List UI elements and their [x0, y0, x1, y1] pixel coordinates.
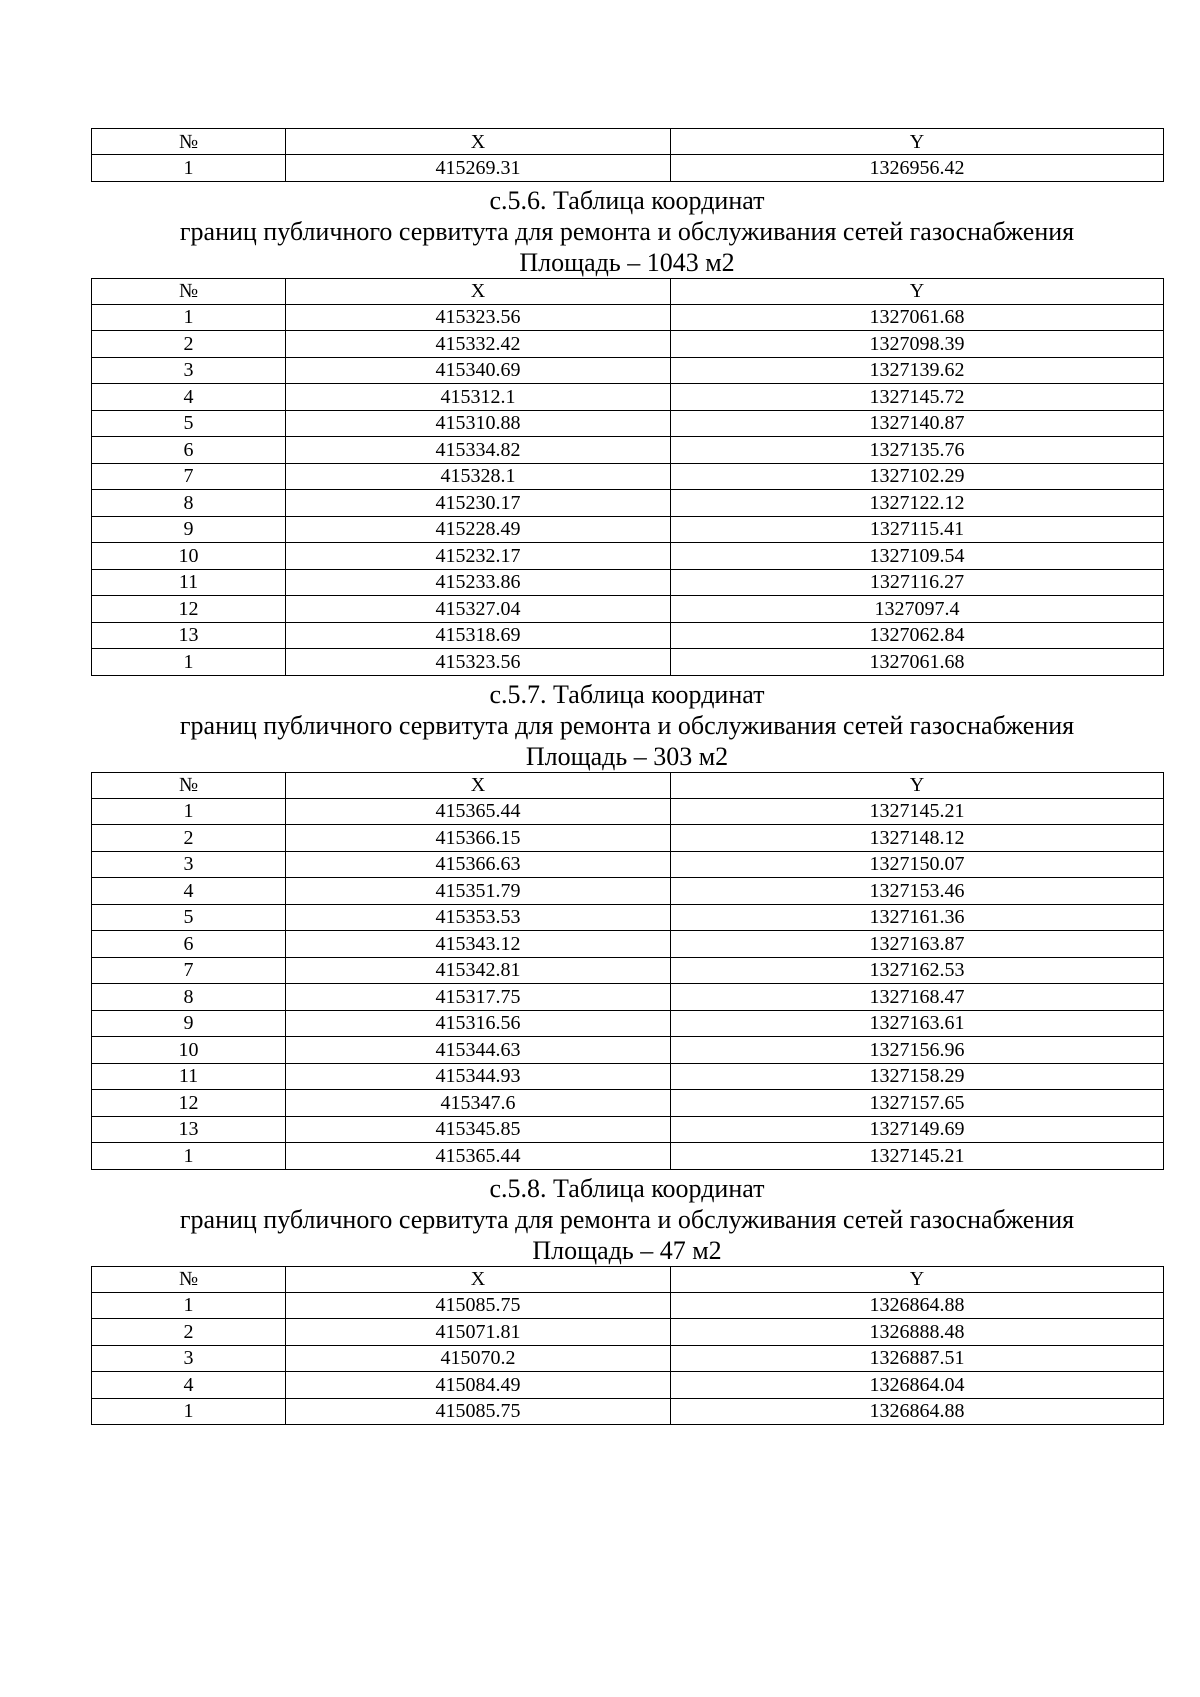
coordinate-x: 415347.6 — [286, 1090, 671, 1117]
table-row — [92, 1063, 1164, 1090]
coordinate-x: 415312.1 — [286, 384, 671, 411]
coordinate-x: 415327.04 — [286, 596, 671, 623]
coordinates-table-continued — [91, 128, 1164, 182]
table-row — [92, 357, 1164, 384]
table-row — [92, 1116, 1164, 1143]
coordinate-x: 415318.69 — [286, 622, 671, 649]
point-number: 7 — [92, 957, 286, 984]
point-number: 1 — [92, 798, 286, 825]
coordinate-y: 1327145.21 — [671, 1143, 1164, 1170]
coordinate-y: 1327139.62 — [671, 357, 1164, 384]
table-row — [92, 596, 1164, 623]
sections-container — [91, 182, 1163, 1426]
coordinate-y: 1327061.68 — [671, 304, 1164, 331]
coordinate-x: 415085.75 — [286, 1398, 671, 1425]
coordinate-x: 415310.88 — [286, 410, 671, 437]
section-heading — [91, 676, 1163, 772]
column-header-x: X — [286, 278, 671, 304]
column-header-y: Y — [671, 278, 1164, 304]
point-number: 2 — [92, 1319, 286, 1346]
table-row — [92, 1398, 1164, 1425]
coordinate-y: 1327098.39 — [671, 331, 1164, 358]
coordinate-x: 415332.42 — [286, 331, 671, 358]
table-row — [92, 878, 1164, 905]
table-header-row — [92, 1266, 1164, 1292]
table-row — [92, 957, 1164, 984]
column-header-y: Y — [671, 772, 1164, 798]
table-header-row — [92, 772, 1164, 798]
table-header-row — [92, 129, 1164, 155]
table-header-row — [92, 278, 1164, 304]
coordinate-y: 1327149.69 — [671, 1116, 1164, 1143]
coordinate-y: 1327150.07 — [671, 851, 1164, 878]
table-row — [92, 931, 1164, 958]
coordinate-y: 1326864.04 — [671, 1372, 1164, 1399]
coordinate-x: 415084.49 — [286, 1372, 671, 1399]
coordinate-y: 1327061.68 — [671, 649, 1164, 676]
column-header-y: Y — [671, 129, 1164, 155]
point-number: 13 — [92, 622, 286, 649]
point-number: 12 — [92, 1090, 286, 1117]
coordinate-y: 1327162.53 — [671, 957, 1164, 984]
table-row — [92, 1319, 1164, 1346]
point-number: 6 — [92, 437, 286, 464]
point-number: 2 — [92, 825, 286, 852]
coordinate-x: 415343.12 — [286, 931, 671, 958]
coordinate-x: 415328.1 — [286, 463, 671, 490]
coordinate-x: 415228.49 — [286, 516, 671, 543]
coordinate-x: 415342.81 — [286, 957, 671, 984]
coordinate-x: 415070.2 — [286, 1345, 671, 1372]
coordinate-x: 415085.75 — [286, 1292, 671, 1319]
coordinate-y: 1327102.29 — [671, 463, 1164, 490]
coordinate-y: 1326888.48 — [671, 1319, 1164, 1346]
table-row — [92, 490, 1164, 517]
point-number: 13 — [92, 1116, 286, 1143]
column-header-number: № — [92, 772, 286, 798]
table-row — [92, 1292, 1164, 1319]
coordinate-y: 1327161.36 — [671, 904, 1164, 931]
point-number: 1 — [92, 1398, 286, 1425]
section-title: с.5.8. Таблица координат — [489, 1173, 765, 1203]
column-header-x: X — [286, 129, 671, 155]
point-number: 11 — [92, 1063, 286, 1090]
coordinate-y: 1327135.76 — [671, 437, 1164, 464]
column-header-y: Y — [671, 1266, 1164, 1292]
point-number: 4 — [92, 1372, 286, 1399]
coordinate-x: 415365.44 — [286, 1143, 671, 1170]
point-number: 9 — [92, 516, 286, 543]
point-number: 4 — [92, 878, 286, 905]
point-number: 10 — [92, 543, 286, 570]
table-row — [92, 622, 1164, 649]
point-number: 8 — [92, 984, 286, 1011]
column-header-x: X — [286, 772, 671, 798]
coordinate-y: 1327097.4 — [671, 596, 1164, 623]
coordinates-table — [91, 772, 1164, 1170]
coordinate-x: 415316.56 — [286, 1010, 671, 1037]
table-row — [92, 1372, 1164, 1399]
column-header-x: X — [286, 1266, 671, 1292]
point-number: 1 — [92, 304, 286, 331]
point-number: 5 — [92, 904, 286, 931]
coordinate-y: 1327168.47 — [671, 984, 1164, 1011]
section-area: Площадь – 303 м2 — [525, 741, 729, 771]
coordinate-y: 1327158.29 — [671, 1063, 1164, 1090]
coordinate-x: 415232.17 — [286, 543, 671, 570]
table-row — [92, 825, 1164, 852]
table-row — [92, 155, 1164, 182]
coordinate-y: 1327145.21 — [671, 798, 1164, 825]
section-area: Площадь – 47 м2 — [532, 1235, 722, 1265]
table-row — [92, 331, 1164, 358]
coordinate-x: 415366.15 — [286, 825, 671, 852]
table-row — [92, 384, 1164, 411]
column-header-number: № — [92, 1266, 286, 1292]
coordinate-x: 415344.63 — [286, 1037, 671, 1064]
point-number: 10 — [92, 1037, 286, 1064]
coordinate-y: 1327163.61 — [671, 1010, 1164, 1037]
table-row — [92, 1010, 1164, 1037]
coordinate-y: 1327163.87 — [671, 931, 1164, 958]
section-title: с.5.6. Таблица координат — [489, 185, 765, 215]
coordinate-x: 415340.69 — [286, 357, 671, 384]
coordinate-x: 415334.82 — [286, 437, 671, 464]
point-number: 11 — [92, 569, 286, 596]
coordinate-x: 415230.17 — [286, 490, 671, 517]
section-title: с.5.7. Таблица координат — [489, 679, 765, 709]
document-page — [91, 128, 1163, 1425]
coordinate-x: 415323.56 — [286, 304, 671, 331]
coordinate-x: 415345.85 — [286, 1116, 671, 1143]
coordinate-x: 415344.93 — [286, 1063, 671, 1090]
coordinate-y: 1327062.84 — [671, 622, 1164, 649]
table-row — [92, 304, 1164, 331]
point-number: 6 — [92, 931, 286, 958]
coordinate-y: 1327115.41 — [671, 516, 1164, 543]
section-subtitle: границ публичного сервитута для ремонта и обслуживания сетей газоснабжения — [179, 216, 1075, 246]
point-number: 3 — [92, 357, 286, 384]
coordinate-y: 1326887.51 — [671, 1345, 1164, 1372]
point-number: 3 — [92, 1345, 286, 1372]
point-number: 2 — [92, 331, 286, 358]
column-header-number: № — [92, 278, 286, 304]
coordinates-table — [91, 1266, 1164, 1426]
coordinate-x: 415269.31 — [286, 155, 671, 182]
table-row — [92, 569, 1164, 596]
coordinate-y: 1327109.54 — [671, 543, 1164, 570]
coordinates-table — [91, 278, 1164, 676]
table-row — [92, 798, 1164, 825]
coordinate-y: 1327122.12 — [671, 490, 1164, 517]
coordinate-x: 415366.63 — [286, 851, 671, 878]
table-row — [92, 984, 1164, 1011]
table-row — [92, 543, 1164, 570]
table-row — [92, 1345, 1164, 1372]
coordinate-y: 1327140.87 — [671, 410, 1164, 437]
table-row — [92, 410, 1164, 437]
coordinate-y: 1327156.96 — [671, 1037, 1164, 1064]
coordinate-y: 1327157.65 — [671, 1090, 1164, 1117]
section-subtitle: границ публичного сервитута для ремонта и обслуживания сетей газоснабжения — [179, 1204, 1075, 1234]
section-heading — [91, 182, 1163, 278]
point-number: 3 — [92, 851, 286, 878]
coordinate-x: 415323.56 — [286, 649, 671, 676]
coordinate-y: 1327145.72 — [671, 384, 1164, 411]
coordinate-x: 415365.44 — [286, 798, 671, 825]
coordinate-y: 1326864.88 — [671, 1292, 1164, 1319]
coordinate-x: 415351.79 — [286, 878, 671, 905]
point-number: 4 — [92, 384, 286, 411]
point-number: 9 — [92, 1010, 286, 1037]
point-number: 5 — [92, 410, 286, 437]
table-row — [92, 463, 1164, 490]
coordinate-y: 1327148.12 — [671, 825, 1164, 852]
coordinate-x: 415071.81 — [286, 1319, 671, 1346]
coordinate-y: 1327153.46 — [671, 878, 1164, 905]
table-row — [92, 649, 1164, 676]
coordinate-y: 1327116.27 — [671, 569, 1164, 596]
point-number: 12 — [92, 596, 286, 623]
coordinate-x: 415353.53 — [286, 904, 671, 931]
table-row — [92, 516, 1164, 543]
point-number: 1 — [92, 1143, 286, 1170]
point-number: 1 — [92, 649, 286, 676]
coordinate-y: 1326956.42 — [671, 155, 1164, 182]
section-heading — [91, 1170, 1163, 1266]
point-number: 1 — [92, 1292, 286, 1319]
table-row — [92, 851, 1164, 878]
point-number: 8 — [92, 490, 286, 517]
section-area: Площадь – 1043 м2 — [519, 247, 735, 277]
table-row — [92, 1037, 1164, 1064]
point-number: 7 — [92, 463, 286, 490]
coordinate-x: 415317.75 — [286, 984, 671, 1011]
point-number: 1 — [92, 155, 286, 182]
table-row — [92, 437, 1164, 464]
section-subtitle: границ публичного сервитута для ремонта и обслуживания сетей газоснабжения — [179, 710, 1075, 740]
table-row — [92, 1090, 1164, 1117]
table-row — [92, 1143, 1164, 1170]
column-header-number: № — [92, 129, 286, 155]
coordinate-y: 1326864.88 — [671, 1398, 1164, 1425]
table-row — [92, 904, 1164, 931]
coordinate-x: 415233.86 — [286, 569, 671, 596]
